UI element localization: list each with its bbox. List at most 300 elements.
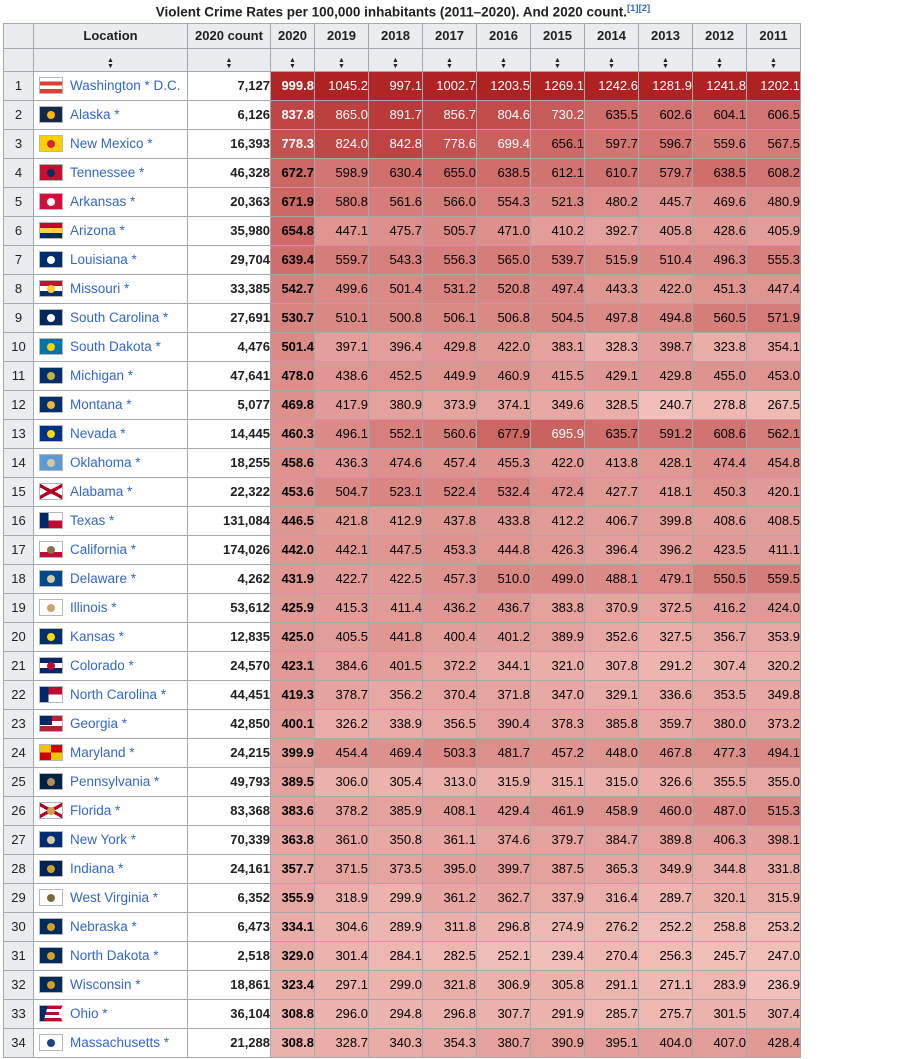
- row-rank: 23: [4, 709, 34, 738]
- row-rank: 11: [4, 361, 34, 390]
- rate-cell-2019: 580.8: [315, 187, 369, 216]
- col-header-2020-count[interactable]: 2020 count: [188, 23, 271, 48]
- rate-cell-2015: 321.0: [531, 651, 585, 680]
- state-link[interactable]: Colorado *: [70, 658, 134, 673]
- state-link[interactable]: Washington * D.C.: [70, 78, 181, 93]
- rate-cell-2012: 356.7: [693, 622, 747, 651]
- rate-cell-2018: 842.8: [369, 129, 423, 158]
- sort-arrows-icon[interactable]: ▲ ▼: [225, 56, 233, 70]
- rate-cell-2016: 565.0: [477, 245, 531, 274]
- row-rank: 25: [4, 767, 34, 796]
- rate-cell-2012: 355.5: [693, 767, 747, 796]
- table-row: [4, 477, 801, 506]
- rate-cell-2019: 499.6: [315, 274, 369, 303]
- rate-cell-2011: 320.2: [747, 651, 801, 680]
- sort-arrows-icon[interactable]: ▲ ▼: [338, 56, 345, 70]
- rate-cell-2011: 480.9: [747, 187, 801, 216]
- count-2020-cell: 24,570: [188, 651, 271, 680]
- rate-cell-2014: 597.7: [585, 129, 639, 158]
- row-rank: 31: [4, 941, 34, 970]
- state-link[interactable]: Indiana *: [70, 861, 124, 876]
- state-link[interactable]: Massachusetts *: [70, 1035, 170, 1050]
- rate-cell-2019: 361.0: [315, 825, 369, 854]
- state-flag-icon: [39, 541, 63, 558]
- rate-cell-2011: 453.0: [747, 361, 801, 390]
- location-cell: [34, 390, 188, 419]
- rate-cell-2017: 457.4: [423, 448, 477, 477]
- location-cell: [34, 158, 188, 187]
- flag-emblem: [47, 285, 55, 293]
- row-rank: 30: [4, 912, 34, 941]
- state-link[interactable]: Montana *: [70, 397, 132, 412]
- rate-cell-2020: 357.7: [271, 854, 315, 883]
- sort-arrows-icon[interactable]: ▲ ▼: [107, 56, 114, 70]
- state-link[interactable]: Florida *: [70, 803, 121, 818]
- rate-cell-2013: 422.0: [639, 274, 693, 303]
- location-cell: [34, 477, 188, 506]
- location-content: [34, 657, 187, 674]
- sort-arrows-icon[interactable]: ▲ ▼: [608, 56, 615, 70]
- count-2020-cell: 18,861: [188, 970, 271, 999]
- flag-emblem: [47, 1039, 55, 1047]
- sort-button-location[interactable]: [34, 48, 188, 71]
- count-2020-cell: 131,084: [188, 506, 271, 535]
- rate-cell-2015: 389.9: [531, 622, 585, 651]
- rate-cell-2016: 374.1: [477, 390, 531, 419]
- rate-cell-2015: 349.6: [531, 390, 585, 419]
- sort-button-2020[interactable]: [271, 48, 315, 71]
- rate-cell-2013: 479.1: [639, 564, 693, 593]
- location-content: [34, 1005, 187, 1022]
- sort-button-2012[interactable]: [693, 48, 747, 71]
- rate-cell-2020: 389.5: [271, 767, 315, 796]
- rate-cell-2019: 438.6: [315, 361, 369, 390]
- rate-cell-2019: 326.2: [315, 709, 369, 738]
- state-link[interactable]: Pennsylvania *: [70, 774, 160, 789]
- rate-cell-2020: 329.0: [271, 941, 315, 970]
- rate-cell-2012: 608.6: [693, 419, 747, 448]
- location-content: [34, 541, 187, 558]
- table-row: [4, 506, 801, 535]
- rate-cell-2019: 824.0: [315, 129, 369, 158]
- count-2020-cell: 42,850: [188, 709, 271, 738]
- state-flag-icon: [39, 77, 63, 94]
- count-2020-cell: 27,691: [188, 303, 271, 332]
- state-link[interactable]: Delaware *: [70, 571, 137, 586]
- table-row: [4, 854, 801, 883]
- rate-cell-2014: 329.1: [585, 680, 639, 709]
- rate-cell-2017: 361.2: [423, 883, 477, 912]
- rate-cell-2012: 406.3: [693, 825, 747, 854]
- rate-cell-2012: 474.4: [693, 448, 747, 477]
- state-link[interactable]: Ohio *: [70, 1006, 108, 1021]
- rate-cell-2013: 1281.9: [639, 71, 693, 100]
- count-2020-cell: 174,026: [188, 535, 271, 564]
- rate-cell-2019: 436.3: [315, 448, 369, 477]
- rate-cell-2017: 522.4: [423, 477, 477, 506]
- location-cell: [34, 622, 188, 651]
- row-rank: 33: [4, 999, 34, 1028]
- flag-emblem: [47, 923, 55, 931]
- rate-cell-2019: 304.6: [315, 912, 369, 941]
- table-row: [4, 419, 801, 448]
- table-row: [4, 216, 801, 245]
- flag-emblem: [47, 894, 55, 902]
- rate-cell-2014: 328.5: [585, 390, 639, 419]
- rate-cell-2012: 278.8: [693, 390, 747, 419]
- location-content: [34, 889, 187, 906]
- rate-cell-2013: 428.1: [639, 448, 693, 477]
- rate-cell-2013: 399.8: [639, 506, 693, 535]
- rate-cell-2017: 655.0: [423, 158, 477, 187]
- location-cell: [34, 216, 188, 245]
- rate-cell-2014: 443.3: [585, 274, 639, 303]
- state-link[interactable]: Alaska *: [70, 107, 120, 122]
- sort-button-2014[interactable]: [585, 48, 639, 71]
- rate-cell-2014: 316.4: [585, 883, 639, 912]
- sort-arrows-icon[interactable]: ▲ ▼: [770, 56, 777, 70]
- state-link[interactable]: Texas *: [70, 513, 115, 528]
- sort-button-2017[interactable]: [423, 48, 477, 71]
- location-content: [34, 338, 187, 355]
- state-link[interactable]: West Virginia *: [70, 890, 159, 905]
- state-link[interactable]: Maryland *: [70, 745, 135, 760]
- rate-cell-2011: 247.0: [747, 941, 801, 970]
- sort-arrows-icon[interactable]: ▲ ▼: [554, 56, 561, 70]
- rate-cell-2013: 460.0: [639, 796, 693, 825]
- location-cell: [34, 767, 188, 796]
- rate-cell-2013: 289.7: [639, 883, 693, 912]
- row-rank: 3: [4, 129, 34, 158]
- col-header-2015[interactable]: 2015: [531, 23, 585, 48]
- state-flag-icon: [39, 715, 63, 732]
- rate-cell-2011: 555.3: [747, 245, 801, 274]
- rate-cell-2014: 413.8: [585, 448, 639, 477]
- count-2020-cell: 53,612: [188, 593, 271, 622]
- table-row: [4, 709, 801, 738]
- state-link[interactable]: Tennessee *: [70, 165, 145, 180]
- row-rank: 8: [4, 274, 34, 303]
- row-rank: 34: [4, 1028, 34, 1057]
- state-flag-icon: [39, 1034, 63, 1051]
- rate-cell-2017: 560.6: [423, 419, 477, 448]
- rate-cell-2016: 804.6: [477, 100, 531, 129]
- rate-cell-2012: 323.8: [693, 332, 747, 361]
- rate-cell-2013: 336.6: [639, 680, 693, 709]
- rate-cell-2019: 454.4: [315, 738, 369, 767]
- rate-cell-2012: 560.5: [693, 303, 747, 332]
- rate-cell-2015: 461.9: [531, 796, 585, 825]
- col-header-2019[interactable]: 2019: [315, 23, 369, 48]
- rate-cell-2018: 373.5: [369, 854, 423, 883]
- table-body: [4, 71, 801, 1057]
- rate-cell-2017: 778.6: [423, 129, 477, 158]
- row-rank: 16: [4, 506, 34, 535]
- state-link[interactable]: Missouri *: [70, 281, 130, 296]
- rate-cell-2017: 566.0: [423, 187, 477, 216]
- rate-cell-2018: 500.8: [369, 303, 423, 332]
- sort-button-2020-count[interactable]: [188, 48, 271, 71]
- table-row: [4, 158, 801, 187]
- flag-emblem: [47, 778, 55, 786]
- state-link[interactable]: Arizona *: [70, 223, 125, 238]
- row-rank: 28: [4, 854, 34, 883]
- sort-arrows-icon[interactable]: ▲ ▼: [446, 56, 453, 70]
- rate-cell-2018: 501.4: [369, 274, 423, 303]
- rate-cell-2017: 856.7: [423, 100, 477, 129]
- location-cell: [34, 593, 188, 622]
- rate-cell-2016: 306.9: [477, 970, 531, 999]
- rate-cell-2020: 460.3: [271, 419, 315, 448]
- rate-cell-2011: 559.5: [747, 564, 801, 593]
- rate-cell-2018: 299.9: [369, 883, 423, 912]
- rate-cell-2013: 256.3: [639, 941, 693, 970]
- rate-cell-2017: 408.1: [423, 796, 477, 825]
- rate-cell-2018: 475.7: [369, 216, 423, 245]
- sort-arrows-icon[interactable]: ▲ ▼: [392, 56, 399, 70]
- rate-cell-2016: 444.8: [477, 535, 531, 564]
- state-flag-icon: [39, 512, 63, 529]
- table-row: [4, 883, 801, 912]
- location-cell: [34, 970, 188, 999]
- rate-cell-2014: 384.7: [585, 825, 639, 854]
- rate-cell-2018: 380.9: [369, 390, 423, 419]
- row-rank: 20: [4, 622, 34, 651]
- state-link[interactable]: South Dakota *: [70, 339, 161, 354]
- state-flag-icon: [39, 222, 63, 239]
- ref-2-link[interactable]: [2]: [638, 3, 651, 14]
- state-link[interactable]: California *: [70, 542, 137, 557]
- rate-cell-2014: 395.1: [585, 1028, 639, 1057]
- location-content: [34, 77, 187, 94]
- state-link[interactable]: Alabama *: [70, 484, 133, 499]
- rate-cell-2014: 497.8: [585, 303, 639, 332]
- rate-cell-2020: 837.8: [271, 100, 315, 129]
- state-link[interactable]: Illinois *: [70, 600, 117, 615]
- rate-cell-2013: 579.7: [639, 158, 693, 187]
- state-link[interactable]: South Carolina *: [70, 310, 169, 325]
- rate-cell-2011: 267.5: [747, 390, 801, 419]
- rate-cell-2018: 356.2: [369, 680, 423, 709]
- rate-cell-2014: 635.7: [585, 419, 639, 448]
- sort-button-2018[interactable]: [369, 48, 423, 71]
- row-rank: 24: [4, 738, 34, 767]
- rate-cell-2015: 291.9: [531, 999, 585, 1028]
- state-link[interactable]: Nevada *: [70, 426, 126, 441]
- rate-cell-2015: 504.5: [531, 303, 585, 332]
- rate-cell-2020: 542.7: [271, 274, 315, 303]
- flag-emblem: [47, 604, 55, 612]
- location-content: [34, 773, 187, 790]
- flag-emblem: [47, 401, 55, 409]
- count-2020-cell: 6,473: [188, 912, 271, 941]
- state-flag-icon: [39, 831, 63, 848]
- col-header-2013[interactable]: 2013: [639, 23, 693, 48]
- sort-arrows-icon[interactable]: ▲ ▼: [289, 56, 296, 70]
- state-link[interactable]: Oklahoma *: [70, 455, 141, 470]
- state-link[interactable]: Michigan *: [70, 368, 134, 383]
- state-flag-icon: [39, 599, 63, 616]
- rate-cell-2011: 428.4: [747, 1028, 801, 1057]
- state-link[interactable]: Nebraska *: [70, 919, 137, 934]
- rate-cell-2016: 315.9: [477, 767, 531, 796]
- table-row: [4, 245, 801, 274]
- state-link[interactable]: North Dakota *: [70, 948, 159, 963]
- rate-cell-2012: 307.4: [693, 651, 747, 680]
- col-header-2020[interactable]: 2020: [271, 23, 315, 48]
- sort-button-2016[interactable]: [477, 48, 531, 71]
- location-content: [34, 280, 187, 297]
- state-link[interactable]: Arkansas *: [70, 194, 136, 209]
- state-flag-icon: [39, 338, 63, 355]
- col-header-2016[interactable]: 2016: [477, 23, 531, 48]
- count-2020-cell: 6,352: [188, 883, 271, 912]
- sort-arrows-icon[interactable]: ▲ ▼: [500, 56, 507, 70]
- rate-cell-2013: 326.6: [639, 767, 693, 796]
- sort-arrows-icon[interactable]: ▲ ▼: [716, 56, 723, 70]
- table-row: [4, 390, 801, 419]
- sort-arrows-icon[interactable]: ▲ ▼: [662, 56, 669, 70]
- rate-cell-2011: 355.0: [747, 767, 801, 796]
- table-title-text: Violent Crime Rates per 100,000 inhabitants (2011–2020). And 2020 count.: [155, 4, 627, 20]
- rate-cell-2020: 425.9: [271, 593, 315, 622]
- rate-cell-2020: 355.9: [271, 883, 315, 912]
- state-flag-icon: [39, 918, 63, 935]
- location-cell: [34, 680, 188, 709]
- rate-cell-2019: 421.8: [315, 506, 369, 535]
- table-row: [4, 564, 801, 593]
- state-link[interactable]: North Carolina *: [70, 687, 167, 702]
- rate-cell-2014: 365.3: [585, 854, 639, 883]
- row-rank: 27: [4, 825, 34, 854]
- flag-triangle: [40, 1006, 53, 1021]
- state-flag-icon: [39, 425, 63, 442]
- state-flag-icon: [39, 367, 63, 384]
- rate-cell-2018: 452.5: [369, 361, 423, 390]
- location-content: [34, 715, 187, 732]
- rate-cell-2015: 383.8: [531, 593, 585, 622]
- flag-emblem: [47, 343, 55, 351]
- rate-cell-2013: 359.7: [639, 709, 693, 738]
- state-flag-icon: [39, 947, 63, 964]
- sort-button-2011[interactable]: [747, 48, 801, 71]
- table-row: [4, 622, 801, 651]
- rate-cell-2019: 504.7: [315, 477, 369, 506]
- col-header-2012[interactable]: 2012: [693, 23, 747, 48]
- col-header-2018[interactable]: 2018: [369, 23, 423, 48]
- count-2020-cell: 29,704: [188, 245, 271, 274]
- state-flag-icon: [39, 309, 63, 326]
- location-cell: [34, 245, 188, 274]
- rate-cell-2013: 240.7: [639, 390, 693, 419]
- count-2020-cell: 5,077: [188, 390, 271, 419]
- location-cell: [34, 912, 188, 941]
- rate-cell-2014: 427.7: [585, 477, 639, 506]
- rate-cell-2014: 328.3: [585, 332, 639, 361]
- flag-emblem: [47, 256, 55, 264]
- rate-cell-2011: 447.4: [747, 274, 801, 303]
- rate-cell-2013: 349.9: [639, 854, 693, 883]
- rate-cell-2013: 591.2: [639, 419, 693, 448]
- rate-cell-2019: 417.9: [315, 390, 369, 419]
- col-header-2014[interactable]: 2014: [585, 23, 639, 48]
- rate-cell-2016: 401.2: [477, 622, 531, 651]
- rate-cell-2016: 1203.5: [477, 71, 531, 100]
- location-cell: [34, 999, 188, 1028]
- rate-cell-2012: 320.1: [693, 883, 747, 912]
- rate-cell-2011: 515.3: [747, 796, 801, 825]
- count-2020-cell: 83,368: [188, 796, 271, 825]
- rate-cell-2018: 401.5: [369, 651, 423, 680]
- state-link[interactable]: Georgia *: [70, 716, 128, 731]
- rate-cell-2014: 270.4: [585, 941, 639, 970]
- state-link[interactable]: Louisiana *: [70, 252, 137, 267]
- table-row: [4, 332, 801, 361]
- rate-cell-2019: 296.0: [315, 999, 369, 1028]
- rate-cell-2012: 301.5: [693, 999, 747, 1028]
- sort-button-2019[interactable]: [315, 48, 369, 71]
- rate-cell-2011: 398.1: [747, 825, 801, 854]
- table-row: [4, 680, 801, 709]
- col-header-2017[interactable]: 2017: [423, 23, 477, 48]
- rate-cell-2013: 602.6: [639, 100, 693, 129]
- rate-cell-2020: 423.1: [271, 651, 315, 680]
- state-link[interactable]: New Mexico *: [70, 136, 153, 151]
- rate-cell-2014: 480.2: [585, 187, 639, 216]
- col-header-location[interactable]: Location: [34, 23, 188, 48]
- rate-cell-2017: 531.2: [423, 274, 477, 303]
- col-header-2011[interactable]: 2011: [747, 23, 801, 48]
- sort-button-2013[interactable]: [639, 48, 693, 71]
- rate-cell-2014: 276.2: [585, 912, 639, 941]
- table-row: [4, 361, 801, 390]
- rate-cell-2019: 559.7: [315, 245, 369, 274]
- rate-cell-2018: 552.1: [369, 419, 423, 448]
- rate-cell-2015: 497.4: [531, 274, 585, 303]
- rate-cell-2018: 340.3: [369, 1028, 423, 1057]
- state-link[interactable]: Kansas *: [70, 629, 125, 644]
- count-2020-cell: 4,476: [188, 332, 271, 361]
- state-link[interactable]: New York *: [70, 832, 137, 847]
- rate-cell-2011: 405.9: [747, 216, 801, 245]
- rate-cell-2017: 436.2: [423, 593, 477, 622]
- rate-cell-2015: 426.3: [531, 535, 585, 564]
- sort-button-2015[interactable]: [531, 48, 585, 71]
- rate-cell-2013: 596.7: [639, 129, 693, 158]
- rate-cell-2014: 515.9: [585, 245, 639, 274]
- rate-cell-2019: 510.1: [315, 303, 369, 332]
- rate-cell-2016: 554.3: [477, 187, 531, 216]
- count-2020-cell: 44,451: [188, 680, 271, 709]
- rate-cell-2016: 460.9: [477, 361, 531, 390]
- rate-cell-2020: 334.1: [271, 912, 315, 941]
- rate-cell-2017: 370.4: [423, 680, 477, 709]
- rate-cell-2020: 530.7: [271, 303, 315, 332]
- flag-emblem: [47, 575, 55, 583]
- rate-cell-2013: 275.7: [639, 999, 693, 1028]
- flag-emblem: [47, 836, 55, 844]
- location-content: [34, 135, 187, 152]
- state-link[interactable]: Wisconsin *: [70, 977, 141, 992]
- rate-cell-2015: 239.4: [531, 941, 585, 970]
- table-row: [4, 1028, 801, 1057]
- location-content: [34, 918, 187, 935]
- row-rank: 9: [4, 303, 34, 332]
- table-row: [4, 738, 801, 767]
- table-row: [4, 100, 801, 129]
- rate-cell-2016: 422.0: [477, 332, 531, 361]
- ref-1-link[interactable]: [1]: [626, 3, 639, 14]
